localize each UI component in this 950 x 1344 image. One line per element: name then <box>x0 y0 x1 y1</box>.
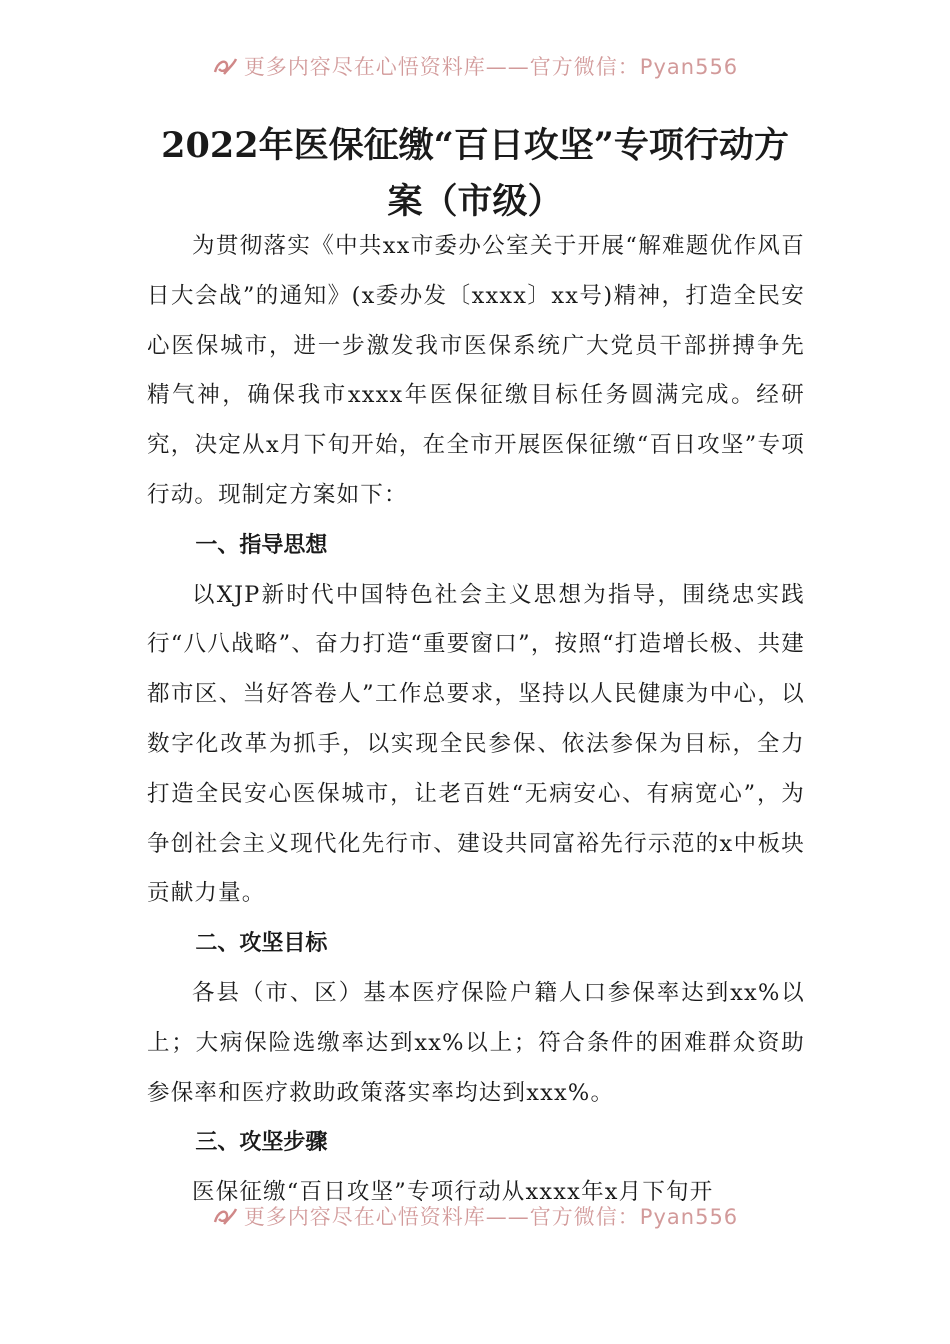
watermark-text: 更多内容尽在心悟资料库——官方微信：Pyan556 <box>243 55 739 79</box>
watermark-logo-icon <box>212 55 238 77</box>
document-body <box>147 222 805 1218</box>
intro-paragraph: 为贯彻落实《中共xx市委办公室关于开展“解难题优作风百日大会战”的通知》(x委办发〔xxxx〕xx号)精神，打造全民安心医保城市，进一步激发我市医保系统广大党员干部拼搏争先精气神，确保我市xxxx年医保征缴目标任务圆满完成。经研究，决定从x月下旬开始，在全市开展医保征缴“百日攻坚”专项行动。现制定方案如下： <box>147 233 805 508</box>
header-watermark <box>0 50 950 90</box>
goals-paragraph: 各县（市、区）基本医疗保险户籍人口参保率达到xx%以上；大病保险选缴率达到xx%以上；符合条件的困难群众资助参保率和医疗救助政策落实率均达到xxx%。 <box>147 979 805 1106</box>
section-heading-steps: 三、攻坚步骤 <box>195 1130 328 1156</box>
footer-watermark <box>0 1200 950 1240</box>
section-heading-goals: 二、攻坚目标 <box>195 931 328 957</box>
guiding-ideology-paragraph: 以XJP新时代中国特色社会主义思想为指导，围绕忠实践行“八八战略”、奋力打造“重要窗口”，按照“打造增长极、共建都市区、当好答卷人”工作总要求，坚持以人民健康为中心，以数字化改革为抓手，以实现全民参保、依法参保为目标，全力打造全民安心医保城市，让老百姓“无病安心、有病宽心”，为争创社会主义现代化先行市、建设共同富裕先行示范的x中板块贡献力量。 <box>147 581 805 907</box>
watermark-logo-icon <box>212 1205 238 1227</box>
steps-paragraph: 医保征缴“百日攻坚”专项行动从xxxx年x月下旬开 <box>192 1179 714 1206</box>
section-heading-guiding-ideology: 一、指导思想 <box>195 532 328 558</box>
document-title: 2022年医保征缴“百日攻坚”专项行动方案（市级） <box>161 125 789 222</box>
watermark-text: 更多内容尽在心悟资料库——官方微信：Pyan556 <box>243 1205 739 1229</box>
